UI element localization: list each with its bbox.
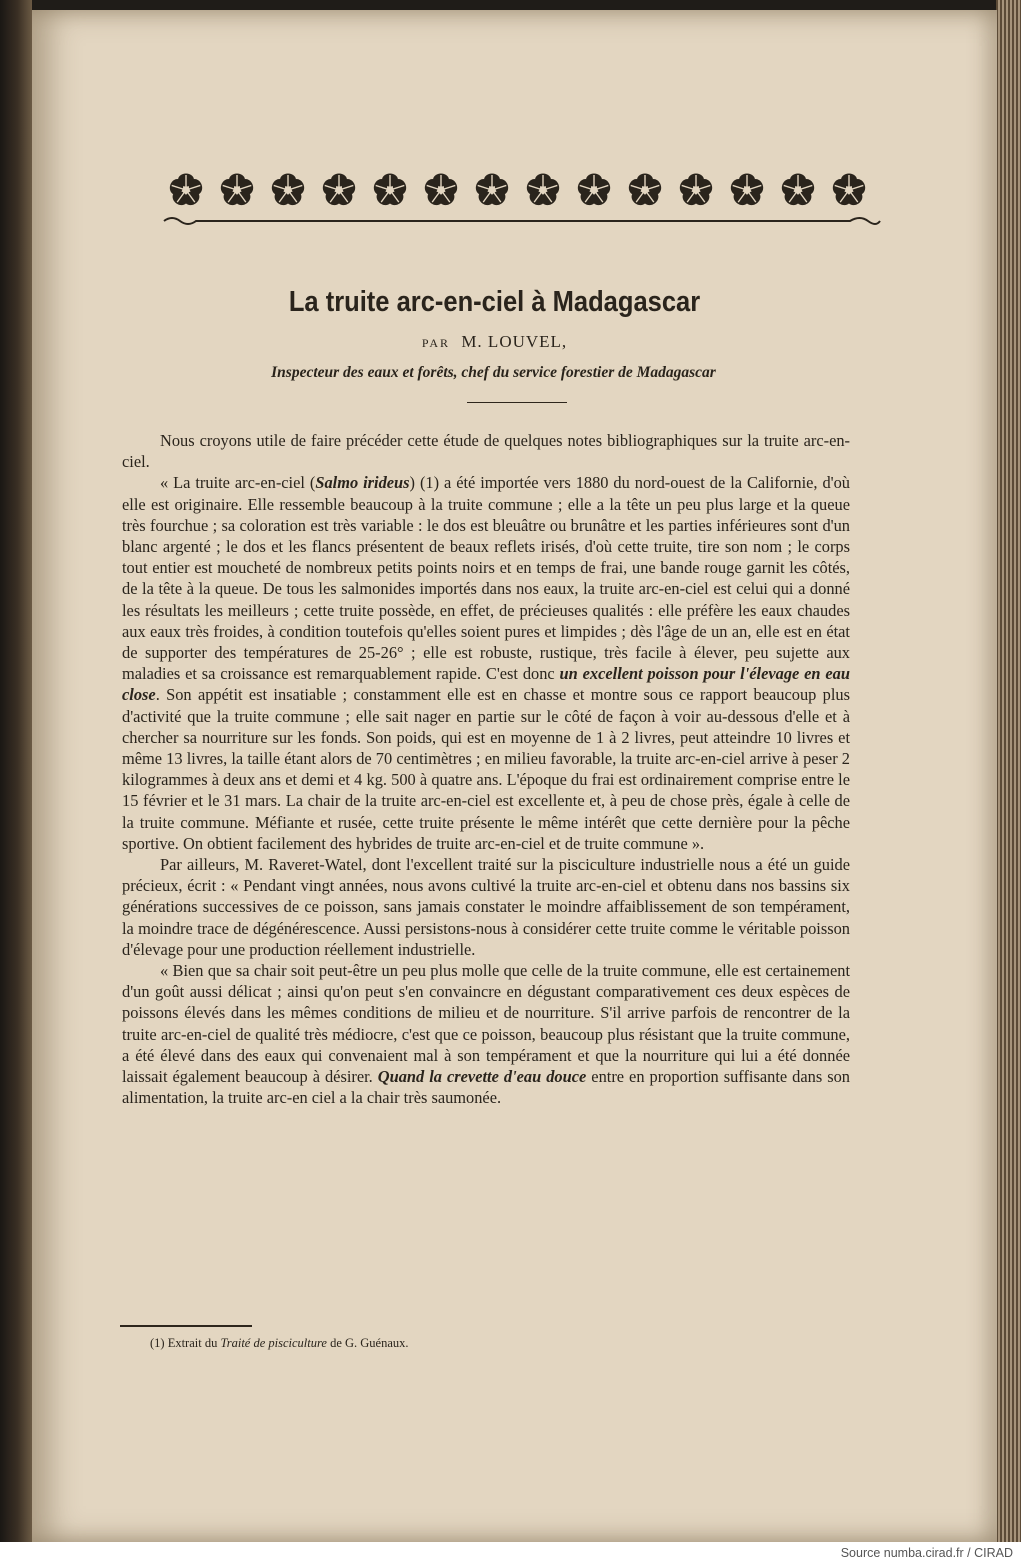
paragraph-text: . Son appétit est insatiable ; constamment elle est en chasse et montre sous ce rapport beaucoup plus d'activité que la truite commune ; elle sait nager en partie sur le côté de façon à voir au-dessous d'elle et à chercher sa nourriture sur les fonds. Son poids, qui est en moyenne de 1 à 2 livres, peut atteindre 10 livres et même 13 livres, la taille étant alors de 70 centimètres ; en milieu favorable, la truite arc-en-ciel arrive à peser 2 kilogrammes à deux ans et demi et 4 kg. 500 à quatre ans. L'époque du frai est ordinairement comprise entre le 15 février et le 31 mars. La chair de la truite arc-en-ciel est excellente et, à peu de chose près, égale à celle de la truite commune. Méfiante et rusée, cette truite présente le même intérêt que cette dernière pour la pêche sportive. On obtient facilement des hybrides de truite arc-en-ciel et de truite commune ». — [122, 685, 850, 853]
flower-ornament — [321, 174, 357, 209]
article-body — [122, 430, 850, 1109]
page-edges — [996, 0, 1021, 1542]
flower-ornament — [780, 174, 816, 209]
flower-ornament — [831, 174, 867, 209]
emphasis-text: Quand la crevette d'eau douce — [377, 1067, 587, 1087]
flower-ornament — [474, 174, 510, 209]
author-title: Inspecteur des eaux et forêts, chef du service forestier de Madagascar — [271, 364, 716, 381]
source-credit: Source numba.cirad.fr / CIRAD — [840, 1546, 1013, 1560]
paragraph-intro — [122, 430, 850, 472]
author-name: M. LOUVEL, — [461, 332, 568, 351]
flower-ornament — [525, 174, 561, 209]
book-spine — [0, 0, 32, 1542]
emphasis-text: un excellent poisson pour l'élevage en eau close — [122, 664, 850, 705]
flower-ornament — [576, 174, 612, 209]
paragraph-quote-description — [122, 472, 850, 854]
flower-ornament — [423, 174, 459, 209]
paragraph-text: Par ailleurs, M. Raveret-Watel, dont l'excellent traité sur la pisciculture industrielle nous a été un guide précieux, écrit : « Pendant vingt années, nous avons cultivé la truite arc-en-ciel et obtenu dans nos bassins six générations successives de ce poisson, sans jamais constater le moindre affaiblissement de son tempérament, la moindre trace de dégénérescence. Aussi persistons-nous à considérer cette truite comme le véritable poisson d'élevage pour une production réellement industrielle. — [122, 855, 850, 959]
flower-ornament — [627, 174, 663, 209]
byline-par: PAR — [421, 336, 451, 350]
paragraph-text: Nous croyons utile de faire précéder cette étude de quelques notes bibliographiques sur la truite arc-en-ciel. — [122, 431, 850, 472]
flower-ornament — [168, 174, 204, 209]
article-title: La truite arc-en-ciel à Madagascar — [288, 286, 701, 318]
species-name: Salmo irideus — [315, 473, 410, 493]
flower-ornament — [678, 174, 714, 209]
paragraph-text: « Bien que sa chair soit peut-être un peu plus molle que celle de la truite commune, elle est certainement d'un goût aussi délicat ; ainsi qu'on peut s'en convaincre en dégustant comparativement ces deux espèces de poissons élevés dans les mêmes conditions de milieu et de nourriture. S'il arrive parfois de rencontrer de la truite arc-en-ciel de qualité très médiocre, c'est que ce poisson, beaucoup plus résistant que la truite commune, a été élevé dans des eaux qui convenaient mal à son tempérament et que la nourriture qui lui a été donnée laissait également beaucoup à désirer. — [122, 961, 850, 1087]
flower-ornament — [729, 174, 765, 209]
flower-ornament — [372, 174, 408, 209]
footnote-divider — [120, 1325, 252, 1327]
footnote — [150, 1336, 409, 1351]
floral-ornament-band — [160, 163, 884, 233]
paragraph-text: « La truite arc-en-ciel ( — [160, 473, 316, 493]
paragraph-text: ) (1) a été importée vers 1880 du nord-ouest de la Californie, d'où elle est originaire. Elle ressemble beaucoup à la truite commune ; elle a la tête un peu plus large et la queue très fourchue ; sa coloration est très variable : le dos est bleuâtre ou brunâtre et les parties inférieures sont d'un blanc argenté ; le dos et les flancs présentent de beaux reflets irisés, d'où cette truite, tire son nom ; le corps tout entier est moucheté de nombreux petits points noirs et en temps de frai, une bande rouge garnit les côtés, de la tête à la queue. De tous les salmonides importés dans nos eaux, la truite arc-en-ciel est celui qui a donné les résultats les meilleurs ; cette truite possède, en effet, de précieuses qualités : elle préfère les eaux chaudes aux eaux très froides, à condition toutefois qu'elles soient pures et limpides ; dès l'âge de un an, elle est en état de supporter des températures de 25-26° ; elle est robuste, rustique, très facile à élever, peu sujette aux maladies et sa croissance est remarquablement rapide. C'est donc — [122, 473, 850, 684]
article-byline — [12, 332, 977, 352]
title-divider — [467, 402, 567, 403]
flower-ornament — [270, 174, 306, 209]
footnote-marker: (1) — [150, 1336, 165, 1350]
paragraph-text: entre en proportion suffisante dans son alimentation, la truite arc-en ciel a la chair très saumonée. — [122, 1067, 850, 1108]
footnote-book-title: Traité de pisciculture — [220, 1336, 327, 1350]
paragraph-raveret-watel — [122, 854, 850, 960]
paragraph-chair — [122, 960, 850, 1108]
footnote-text: Extrait du — [164, 1336, 221, 1350]
ornament-scroll-line — [164, 218, 880, 224]
footnote-text: de G. Guénaux. — [326, 1336, 409, 1350]
flower-ornament — [219, 174, 255, 209]
